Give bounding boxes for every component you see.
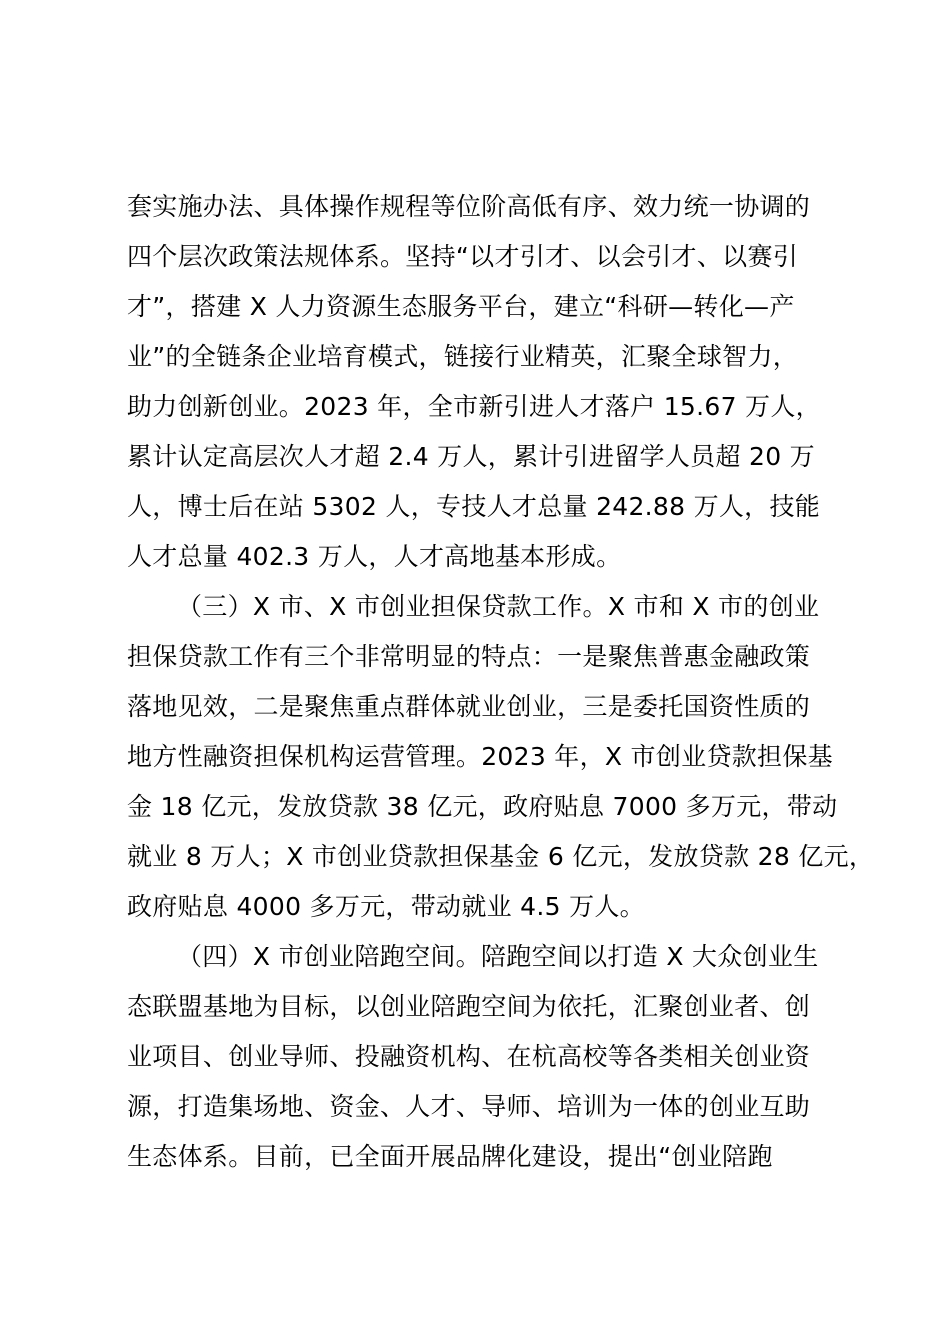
text-line: 业项目、创业导师、投融资机构、在杭高校等各类相关创业资: [127, 1042, 811, 1071]
text-line: 源，打造集场地、资金、人才、导师、培训为一体的创业互助: [127, 1092, 811, 1121]
text-line: 才”，搭建 X 人力资源生态服务平台，建立“科研—转化—产: [127, 292, 795, 321]
section-heading-line: （三）X 市、X 市创业担保贷款工作。X 市和 X 市的创业: [177, 592, 820, 621]
text-line: 就业 8 万人；X 市创业贷款担保基金 6 亿元，发放贷款 28 亿元，: [127, 842, 875, 871]
text-line: 业”的全链条企业培育模式，链接行业精英，汇聚全球智力，: [127, 342, 799, 371]
text-line: 人，博士后在站 5302 人，专技人才总量 242.88 万人，技能: [127, 492, 821, 521]
text-line: 政府贴息 4000 多万元，带动就业 4.5 万人。: [127, 892, 645, 921]
text-line: 地方性融资担保机构运营管理。2023 年，X 市创业贷款担保基: [127, 742, 833, 771]
text-line: 落地见效，二是聚焦重点群体就业创业，三是委托国资性质的: [127, 692, 811, 721]
text-line: 累计认定高层次人才超 2.4 万人，累计引进留学人员超 20 万: [127, 442, 815, 471]
text-line: 套实施办法、具体操作规程等位阶高低有序、效力统一协调的: [127, 192, 811, 221]
text-line: 生态体系。目前，已全面开展品牌化建设，提出“创业陪跑: [127, 1142, 773, 1171]
text-line: 人才总量 402.3 万人，人才高地基本形成。: [127, 542, 622, 571]
text-line: 担保贷款工作有三个非常明显的特点：一是聚焦普惠金融政策: [127, 642, 811, 671]
text-line: 态联盟基地为目标，以创业陪跑空间为依托，汇聚创业者、创: [127, 992, 811, 1021]
text-line: 助力创新创业。2023 年，全市新引进人才落户 15.67 万人，: [127, 392, 821, 421]
text-line: 四个层次政策法规体系。坚持“以才引才、以会引才、以赛引: [127, 242, 799, 271]
text-line: 金 18 亿元，发放贷款 38 亿元，政府贴息 7000 多万元，带动: [127, 792, 838, 821]
body-text: [127, 182, 875, 1182]
section-heading-line: （四）X 市创业陪跑空间。陪跑空间以打造 X 大众创业生: [177, 942, 819, 971]
